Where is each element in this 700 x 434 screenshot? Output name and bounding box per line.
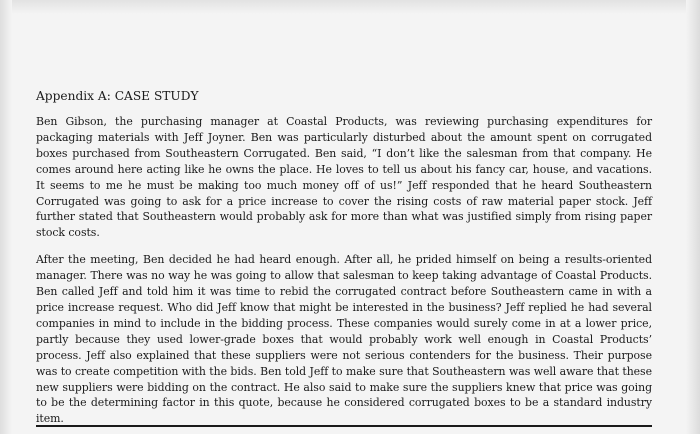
bottom-divider	[36, 425, 652, 427]
page-left-shadow	[0, 0, 12, 434]
paragraph-2: After the meeting, Ben decided he had heard enough. After all, he prided himself on being a results-oriented manager. There was no way he was going to allow that salesman to keep taking advantage of Coastal Products. Ben called Jeff and told him it was time to rebid the corrugated contract before Southeastern came in with a price increase request. Who did Jeff know that might be interested in the business? Jeff replied he had several companies in mind to include in the bidding process. These companies would surely come in at a lower price, partly because they used lower-grade boxes that would probably work well enough in Coastal Products’ process. Jeff also explained that these suppliers were not serious contenders for the business. Their purpose was to create competition with the bids. Ben told Jeff to make sure that Southeastern was well aware that these new suppliers were bidding on the contract. He also said to make sure the suppliers knew that price was going to be the determining factor in this quote, because he considered corrugated boxes to be a standard industry item.	[36, 253, 652, 426]
document-page	[36, 88, 652, 427]
page-right-shadow	[686, 0, 700, 434]
paragraph-1: Ben Gibson, the purchasing manager at Coastal Products, was reviewing purchasing expenditures for packaging materials with Jeff Joyner. Ben was particularly disturbed about the amount spent on corrugated boxes purchased from Southeastern Corrugated. Ben said, “I don’t like the salesman from that company. He comes around here acting like he owns the place. He loves to tell us about his fancy car, house, and vacations. It seems to me he must be making too much money off of us!” Jeff responded that he heard Southeastern Corrugated was going to ask for a price increase to cover the rising costs of raw material paper stock. Jeff further stated that Southeastern would probably ask for more than what was justified simply from rising paper stock costs.	[36, 115, 652, 240]
section-heading: Appendix A: CASE STUDY	[36, 89, 199, 103]
page-top-shadow	[0, 0, 700, 14]
